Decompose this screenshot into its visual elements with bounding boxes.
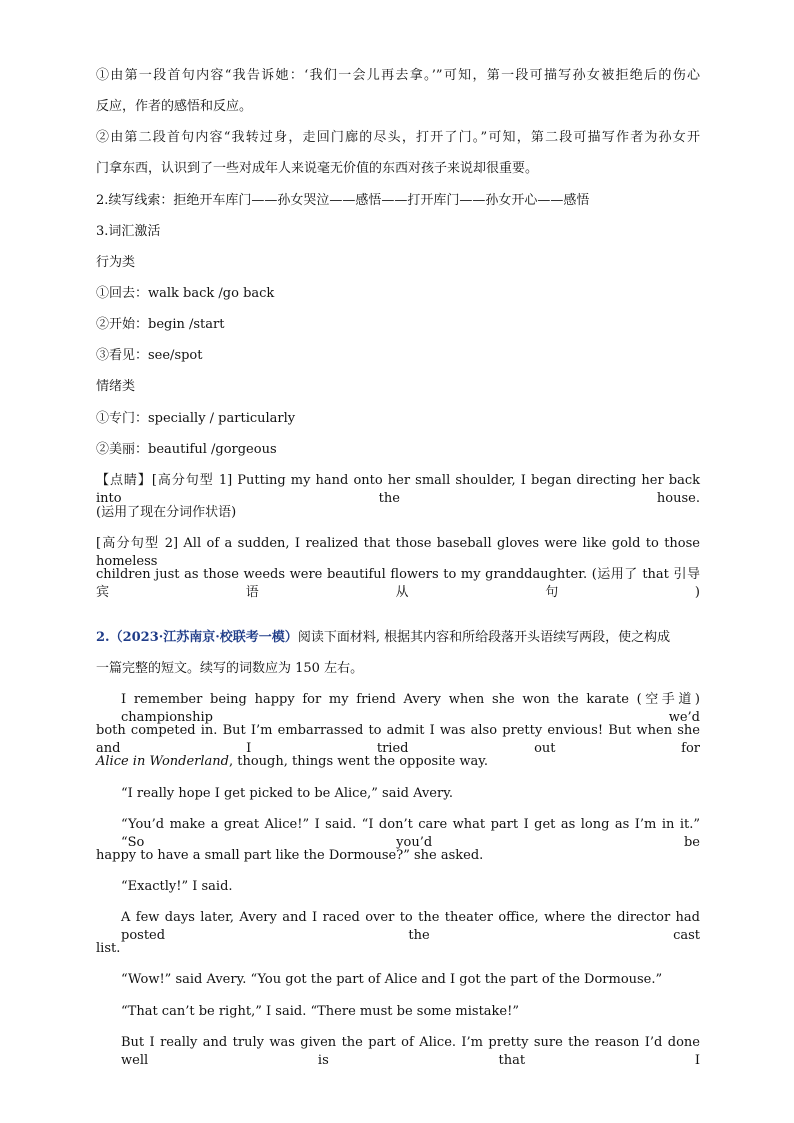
- analysis-point2-line2: 门拿东西，认识到了一些对成年人来说毫无价值的东西对孩子来说却很重要。: [96, 161, 539, 176]
- passage-line: “That can’t be right,” I said. “There must be some mistake!”: [121, 1004, 519, 1019]
- analysis-point1-line1: ①由第一段首句内容“我告诉她：‘我们一会儿再去拿。’”可知，第一段可描写孙女被拒绝后的伤心: [96, 68, 700, 83]
- question2-instruction-line2: 一篇完整的短文。续写的词数应为 150 左右。: [96, 661, 364, 676]
- passage-line: I remember being happy for my friend Avery when she won the karate (空手道) championship we’d: [121, 692, 700, 725]
- highlight-sentence1-note: (运用了现在分词作状语): [96, 505, 237, 520]
- passage-line: “I really hope I get picked to be Alice,” said Avery.: [121, 786, 453, 801]
- emotion-item: ①专门：specially / particularly: [96, 411, 296, 426]
- emotion-heading: 情绪类: [96, 379, 136, 394]
- analysis-point2-line1: ②由第二段首句内容“我转过身，走回门廊的尽头，打开了门。”可知，第二段可描写作者为孙女开: [96, 130, 700, 145]
- passage-line: “You’d make a great Alice!” I said. “I don’t care what part I get as long as I’m in it.” “So you’d be: [121, 817, 700, 850]
- vocab-title: 3.词汇激活: [96, 224, 161, 239]
- question2-instruction: 阅读下面材料, 根据其内容和所给段落开头语续写两段，使之构成: [297, 630, 671, 645]
- book-title: Alice in Wonderland: [96, 754, 229, 769]
- action-item: ③看见：see/spot: [96, 348, 203, 363]
- highlight-sentence1: 【点睛】[高分句型 1] Putting my hand onto her small shoulder, I began directing her back into the house.: [96, 473, 700, 506]
- passage-line: “Exactly!” I said.: [121, 879, 233, 894]
- action-item: ①回去：walk back /go back: [96, 286, 275, 301]
- passage-line: list.: [96, 941, 121, 956]
- highlight-sentence2: [高分句型 2] All of a sudden, I realized that those baseball gloves were like gold to those homeless: [96, 536, 700, 569]
- question2-number-source: 2.（2023·江苏南京·校联考一模）: [96, 630, 298, 645]
- highlight-sentence2-cont: children just as those weeds were beautiful flowers to my granddaughter. (运用了 that 引导宾语从句): [96, 567, 700, 600]
- question2-instruction-line1: [96, 629, 700, 647]
- action-item: ②开始：begin /start: [96, 317, 225, 332]
- continuation-clue: 2.续写线索：拒绝开车库门——孙女哭泣——感悟——打开库门——孙女开心——感悟: [96, 193, 590, 208]
- analysis-point1-line2: 反应，作者的感悟和反应。: [96, 99, 253, 114]
- action-heading: 行为类: [96, 255, 136, 270]
- emotion-item: ②美丽：beautiful /gorgeous: [96, 442, 277, 457]
- passage-line: happy to have a small part like the Dormouse?” she asked.: [96, 848, 484, 863]
- passage-line: both competed in. But I’m embarrassed to admit I was also pretty envious! But when she and I tried out for: [96, 723, 700, 756]
- passage-line: “Wow!” said Avery. “You got the part of Alice and I got the part of the Dormouse.”: [121, 972, 663, 987]
- passage-line: A few days later, Avery and I raced over to the theater office, where the director had posted the cast: [121, 910, 700, 943]
- passage-line: Alice in Wonderland, though, things went the opposite way.: [96, 754, 489, 769]
- passage-line: But I really and truly was given the part of Alice. I’m pretty sure the reason I’d done well is that I: [121, 1035, 700, 1068]
